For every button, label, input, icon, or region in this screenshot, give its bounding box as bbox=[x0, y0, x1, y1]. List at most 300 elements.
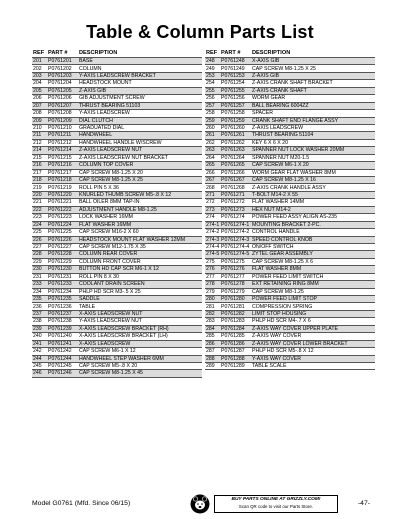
description-cell: T-BOLT M14-2 X 55 bbox=[251, 191, 375, 198]
part-number-cell: P0761279 bbox=[220, 288, 251, 295]
table-row bbox=[32, 124, 202, 131]
table-row bbox=[205, 340, 375, 347]
ref-cell: 218 bbox=[32, 177, 47, 184]
description-cell: CAP SCREW M8-1.25 X 20 bbox=[78, 169, 202, 176]
part-number-cell: P0761225 bbox=[47, 229, 78, 236]
ref-cell: 205 bbox=[32, 87, 47, 94]
ref-cell: 220 bbox=[32, 191, 47, 198]
part-number-cell: P0761267 bbox=[220, 177, 251, 184]
table-row bbox=[205, 303, 375, 310]
part-number-cell: P0761201 bbox=[47, 58, 78, 65]
table-row bbox=[32, 362, 202, 369]
description-cell: CAP SCREW M8-1.25 X 6 bbox=[251, 258, 375, 265]
table-row bbox=[205, 296, 375, 303]
ref-cell: 215 bbox=[32, 154, 47, 161]
table-row bbox=[32, 110, 202, 117]
ref-cell: 258 bbox=[205, 110, 220, 117]
part-number-cell: P0761253 bbox=[220, 72, 251, 79]
description-cell: ROLL PIN 5 X 36 bbox=[78, 184, 202, 191]
part-number-cell: P0761246 bbox=[47, 370, 78, 377]
ref-cell: 256 bbox=[205, 95, 220, 102]
ref-cell: 202 bbox=[32, 65, 47, 72]
description-cell: SPANNER NUT LOCK WASHER 20MM bbox=[251, 147, 375, 154]
description-cell: X-AXIS GIB bbox=[251, 58, 375, 65]
ref-cell: 280 bbox=[205, 296, 220, 303]
ref-cell: 257 bbox=[205, 102, 220, 109]
table-row bbox=[32, 206, 202, 213]
ref-cell: 222 bbox=[32, 206, 47, 213]
ref-cell: 238 bbox=[32, 318, 47, 325]
ref-cell: 241 bbox=[32, 340, 47, 347]
ref-cell: 226 bbox=[32, 236, 47, 243]
table-row bbox=[205, 348, 375, 355]
description-cell: WORM GEAR bbox=[251, 95, 375, 102]
ref-cell: 210 bbox=[32, 124, 47, 131]
part-number-cell: P0761261 bbox=[220, 132, 251, 139]
part-number-cell: P0761215 bbox=[47, 154, 78, 161]
table-row bbox=[32, 318, 202, 325]
description-cell: LOCK WASHER 16MM bbox=[78, 214, 202, 221]
table-row bbox=[205, 147, 375, 154]
ref-cell: 273 bbox=[205, 206, 220, 213]
part-number-cell: P0761283 bbox=[220, 318, 251, 325]
table-row bbox=[205, 177, 375, 184]
description-cell: Y-AXIS LEADSCREW BRACKET bbox=[78, 72, 202, 79]
table-row bbox=[32, 296, 202, 303]
table-row bbox=[32, 333, 202, 340]
part-number-cell: P0761202 bbox=[47, 65, 78, 72]
part-number-cell: P0761260 bbox=[220, 124, 251, 131]
table-row bbox=[205, 95, 375, 102]
description-cell: BALL BEARING 6004ZZ bbox=[251, 102, 375, 109]
part-number-cell: P0761276 bbox=[220, 266, 251, 273]
ref-cell: 282 bbox=[205, 310, 220, 317]
part-number-cell: P0761224 bbox=[47, 221, 78, 228]
page-footer bbox=[0, 494, 400, 516]
part-number-cell: P0761254 bbox=[220, 80, 251, 87]
part-number-cell: P0761262 bbox=[220, 139, 251, 146]
parts-table-right bbox=[205, 50, 375, 370]
part-number-cell: P0761271 bbox=[220, 191, 251, 198]
ref-cell: 276 bbox=[205, 266, 220, 273]
table-row bbox=[32, 288, 202, 295]
ref-cell: 285 bbox=[205, 333, 220, 340]
table-header-row bbox=[205, 50, 375, 58]
description-cell: EXT RETAINING RING 8MM bbox=[251, 281, 375, 288]
part-number-cell: P0761255 bbox=[220, 87, 251, 94]
description-cell: ZYTEL GEAR ASSEMBLY bbox=[251, 251, 375, 258]
description-cell: Y-AXIS LEADSCREW bbox=[78, 110, 202, 117]
table-row bbox=[205, 288, 375, 295]
buy-parts-box[interactable] bbox=[214, 495, 338, 513]
part-number-cell: P0761264 bbox=[220, 154, 251, 161]
part-number-cell: P0761259 bbox=[220, 117, 251, 124]
description-cell: ROLL PIN 8 X 30 bbox=[78, 273, 202, 280]
table-row bbox=[205, 355, 375, 362]
description-cell: X-AXIS LEADSCREW BRACKET (RH) bbox=[78, 325, 202, 332]
table-row bbox=[32, 236, 202, 243]
table-row bbox=[32, 243, 202, 250]
ref-cell: 242 bbox=[32, 348, 47, 355]
description-cell: GIB ADJUSTMENT SCREW bbox=[78, 95, 202, 102]
parts-table-right-column bbox=[205, 50, 375, 370]
table-row bbox=[32, 177, 202, 184]
description-cell: TABLE SCALE bbox=[251, 362, 375, 369]
ref-cell: 207 bbox=[32, 102, 47, 109]
ref-cell: 216 bbox=[32, 162, 47, 169]
table-row bbox=[32, 87, 202, 94]
part-number-cell: P0761273 bbox=[220, 206, 251, 213]
description-cell: HEX NUT M14-2 bbox=[251, 206, 375, 213]
table-row bbox=[205, 266, 375, 273]
description-cell: X-AXIS LEADSCREW NUT bbox=[78, 310, 202, 317]
part-number-cell: P0761217 bbox=[47, 169, 78, 176]
part-number-cell: P0761228 bbox=[47, 251, 78, 258]
table-row bbox=[205, 191, 375, 198]
ref-cell: 268 bbox=[205, 184, 220, 191]
part-number-cell: P0761208 bbox=[47, 110, 78, 117]
table-row bbox=[205, 206, 375, 213]
part-number-cell: P0761241 bbox=[47, 340, 78, 347]
table-row bbox=[32, 310, 202, 317]
table-row bbox=[32, 154, 202, 161]
ref-cell: 223 bbox=[32, 214, 47, 221]
description-cell: Z-AXIS GIB bbox=[251, 72, 375, 79]
ref-cell: 274-4 bbox=[206, 244, 220, 251]
part-number-cell: P0761284 bbox=[220, 325, 251, 332]
part-number-cell: P0761226 bbox=[47, 236, 78, 243]
description-cell: CAP SCREW M6-1 X 12 bbox=[78, 348, 202, 355]
ref-cell: 208 bbox=[32, 110, 47, 117]
part-number-cell: P0761204 bbox=[47, 80, 78, 87]
table-row bbox=[205, 362, 375, 369]
ref-cell: 288 bbox=[205, 355, 220, 362]
ref-cell: 206 bbox=[32, 95, 47, 102]
part-number-cell: P0761286 bbox=[220, 340, 251, 347]
table-row bbox=[205, 251, 375, 258]
description-cell: Z-AXIS LEADSCREW NUT BRACKET bbox=[78, 154, 202, 161]
part-number-cell: P0761218 bbox=[47, 177, 78, 184]
description-cell: CRANK SHAFT END FLANGE ASSY bbox=[251, 117, 375, 124]
part-number-cell: P0761214 bbox=[47, 147, 78, 154]
part-number-cell: P0761237 bbox=[47, 310, 78, 317]
table-row bbox=[205, 318, 375, 325]
description-cell: Z-AXIS WAY COVER LOWER BRACKET bbox=[251, 340, 375, 347]
ref-cell: 212 bbox=[32, 139, 47, 146]
table-row bbox=[205, 65, 375, 72]
description-cell: CAP SCREW M8-1.25 X 16 bbox=[251, 177, 375, 184]
part-number-cell: P0761239 bbox=[47, 325, 78, 332]
ref-cell: 274-2 bbox=[206, 229, 220, 236]
table-row bbox=[205, 281, 375, 288]
table-row bbox=[205, 80, 375, 87]
part-number-cell: P0761205 bbox=[47, 87, 78, 94]
part-number-cell: P0761277 bbox=[220, 273, 251, 280]
part-number-cell: P0761278 bbox=[220, 281, 251, 288]
table-row bbox=[32, 355, 202, 362]
ref-cell: 230 bbox=[32, 266, 47, 273]
table-row bbox=[32, 370, 202, 377]
description-cell: LIMIT STOP HOUSING bbox=[251, 310, 375, 317]
description-cell: CAP SCREW M8-1.25 X 25 bbox=[78, 177, 202, 184]
part-number-header: PART # bbox=[48, 50, 68, 56]
part-number-cell: P0761238 bbox=[47, 318, 78, 325]
part-number-cell: P0761265 bbox=[220, 162, 251, 169]
part-number-cell: P0761245 bbox=[47, 362, 78, 369]
ref-cell: 214 bbox=[32, 147, 47, 154]
part-number-cell: P0761210 bbox=[47, 124, 78, 131]
description-cell: Z-AXIS LEADSCREW NUT bbox=[78, 147, 202, 154]
part-number-cell: P0761289 bbox=[220, 362, 251, 369]
ref-cell: 260 bbox=[205, 124, 220, 131]
qr-code-line: Scan QR code to visit our Parts Store. bbox=[238, 504, 314, 509]
table-row bbox=[205, 214, 375, 221]
part-number-cell: P0761268 bbox=[220, 184, 251, 191]
table-row bbox=[32, 340, 202, 347]
table-row bbox=[32, 139, 202, 146]
table-row bbox=[205, 221, 375, 228]
table-row bbox=[32, 95, 202, 102]
ref-cell: 277 bbox=[205, 273, 220, 280]
part-number-cell: P0761274 bbox=[220, 214, 251, 221]
part-number-cell: P0761248 bbox=[220, 58, 251, 65]
table-row bbox=[32, 147, 202, 154]
ref-cell: 253 bbox=[205, 72, 220, 79]
description-cell: COMPRESSION SPRING bbox=[251, 303, 375, 310]
table-row bbox=[32, 191, 202, 198]
table-row bbox=[32, 281, 202, 288]
description-cell: SADDLE bbox=[78, 296, 202, 303]
table-row bbox=[205, 58, 375, 65]
description-cell: SPEED CONTROL KNOB bbox=[251, 236, 375, 243]
description-cell: FLAT WASHER 16MM bbox=[78, 221, 202, 228]
table-header-row bbox=[32, 50, 202, 58]
part-number-cell: P0761206 bbox=[47, 95, 78, 102]
table-row bbox=[32, 184, 202, 191]
description-cell: KEY 6 X 6 X 20 bbox=[251, 139, 375, 146]
table-row bbox=[205, 162, 375, 169]
ref-cell: 235 bbox=[32, 296, 47, 303]
parts-table-left-column bbox=[32, 50, 202, 378]
description-cell: COOLANT DRAIN SCREEN bbox=[78, 281, 202, 288]
part-number-cell: P0761266 bbox=[220, 169, 251, 176]
table-row bbox=[32, 162, 202, 169]
ref-cell: 279 bbox=[205, 288, 220, 295]
ref-cell: 267 bbox=[205, 177, 220, 184]
ref-cell: 261 bbox=[205, 132, 220, 139]
description-cell: HANDWHEEL bbox=[78, 132, 202, 139]
part-number-cell: P0761288 bbox=[220, 355, 251, 362]
part-number-cell: P0761282 bbox=[220, 310, 251, 317]
description-cell: Y-AXIS LEADSCREW NUT bbox=[78, 318, 202, 325]
description-cell: Y-AXIS WAY COVER bbox=[251, 355, 375, 362]
description-cell: CAP SCREW M5-.8 X 20 bbox=[78, 362, 202, 369]
table-row bbox=[205, 102, 375, 109]
ref-cell: 255 bbox=[205, 87, 220, 94]
table-row bbox=[205, 310, 375, 317]
part-number-cell: P0761229 bbox=[47, 258, 78, 265]
description-cell: KNURLED THUMB SCREW M5-.8 X 12 bbox=[78, 191, 202, 198]
part-number-cell: P0761272 bbox=[220, 199, 251, 206]
description-cell: Z-AXIS CRANK SHAFT bbox=[251, 87, 375, 94]
ref-cell: 204 bbox=[32, 80, 47, 87]
part-number-cell: P0761220 bbox=[47, 191, 78, 198]
table-row bbox=[32, 348, 202, 355]
table-row bbox=[32, 65, 202, 72]
table-row bbox=[205, 229, 375, 236]
table-row bbox=[205, 124, 375, 131]
part-number-cell: P0761222 bbox=[47, 206, 78, 213]
table-row bbox=[205, 110, 375, 117]
ref-cell: 248 bbox=[205, 58, 220, 65]
table-row bbox=[205, 325, 375, 332]
description-cell: Z-AXIS CRANK SHAFT BRACKET bbox=[251, 80, 375, 87]
description-cell: Z-AXIS GIB bbox=[78, 87, 202, 94]
ref-cell: 264 bbox=[205, 154, 220, 161]
part-number-cell: P0761256 bbox=[220, 95, 251, 102]
ref-cell: 233 bbox=[32, 281, 47, 288]
table-row bbox=[32, 214, 202, 221]
table-row bbox=[32, 117, 202, 124]
part-number-cell: P0761274-2 bbox=[221, 229, 250, 236]
description-cell: SPANNER NUT M20-1.5 bbox=[251, 154, 375, 161]
description-cell: FLAT WASHER 14MM bbox=[251, 199, 375, 206]
ref-cell: 263 bbox=[205, 147, 220, 154]
part-number-cell: P0761244 bbox=[47, 355, 78, 362]
ref-cell: 271 bbox=[205, 191, 220, 198]
table-row bbox=[32, 169, 202, 176]
table-row bbox=[205, 154, 375, 161]
table-row bbox=[32, 72, 202, 79]
description-cell: COLUMN REAR COVER bbox=[78, 251, 202, 258]
description-cell: HANDWHEEL STEP WASHER 6MM bbox=[78, 355, 202, 362]
description-cell: MOUNTING BRACKET 2-PC. bbox=[251, 221, 375, 228]
table-row bbox=[32, 325, 202, 332]
description-cell: Z-AXIS WAY COVER bbox=[251, 333, 375, 340]
table-row bbox=[32, 199, 202, 206]
ref-cell: 244 bbox=[32, 355, 47, 362]
ref-cell: 203 bbox=[32, 72, 47, 79]
part-number-cell: P0761274-4 bbox=[221, 244, 250, 251]
description-cell: PHLP HD SCR M4-.7 X 6 bbox=[251, 318, 375, 325]
table-row bbox=[205, 117, 375, 124]
page-title: Table & Column Parts List bbox=[86, 22, 314, 42]
description-cell: SPACER bbox=[251, 110, 375, 117]
description-cell: CAP SCREW M8-1.25 bbox=[251, 288, 375, 295]
description-cell: DIAL CLUTCH bbox=[78, 117, 202, 124]
part-number-cell: P0761227 bbox=[47, 243, 78, 250]
ref-cell: 239 bbox=[32, 325, 47, 332]
description-cell: CAP SCREW M16-2 X 60 bbox=[78, 229, 202, 236]
ref-cell: 245 bbox=[32, 362, 47, 369]
table-row bbox=[205, 333, 375, 340]
table-row bbox=[32, 229, 202, 236]
ref-cell: 229 bbox=[32, 258, 47, 265]
part-number-cell: P0761257 bbox=[220, 102, 251, 109]
ref-cell: 278 bbox=[205, 281, 220, 288]
description-cell: PHLP HD SCR M5-.8 X 12 bbox=[251, 348, 375, 355]
description-cell: CAP SCREW M8-1.25 X 45 bbox=[78, 370, 202, 377]
ref-header: REF bbox=[33, 50, 45, 56]
table-row bbox=[205, 139, 375, 146]
ref-cell: 237 bbox=[32, 310, 47, 317]
part-number-cell: P0761221 bbox=[47, 199, 78, 206]
ref-cell: 254 bbox=[205, 80, 220, 87]
table-row bbox=[205, 236, 375, 243]
part-number-cell: P0761274-3 bbox=[221, 236, 250, 243]
description-header: DESCRIPTION bbox=[252, 50, 291, 56]
part-number-cell: P0761235 bbox=[47, 296, 78, 303]
ref-cell: 265 bbox=[205, 162, 220, 169]
part-number-cell: P0761249 bbox=[220, 65, 251, 72]
description-cell: THRUST BEARING 51104 bbox=[251, 132, 375, 139]
part-number-cell: P0761219 bbox=[47, 184, 78, 191]
model-label: Model G0761 (Mfd. Since 06/15) bbox=[32, 500, 131, 507]
ref-cell: 266 bbox=[205, 169, 220, 176]
ref-cell: 221 bbox=[32, 199, 47, 206]
ref-cell: 259 bbox=[205, 117, 220, 124]
table-row bbox=[32, 266, 202, 273]
parts-table-left bbox=[32, 50, 202, 378]
ref-cell: 274 bbox=[205, 214, 220, 221]
part-number-cell: P0761280 bbox=[220, 296, 251, 303]
ref-cell: 211 bbox=[32, 132, 47, 139]
grizzly-bear-logo-icon bbox=[190, 494, 210, 514]
description-cell: WORM GEAR FLAT WASHER 8MM bbox=[251, 169, 375, 176]
ref-cell: 246 bbox=[32, 370, 47, 377]
description-cell: CAP SCREW M8-1.25 X 25 bbox=[251, 65, 375, 72]
ref-cell: 209 bbox=[32, 117, 47, 124]
description-cell: POWER FEED ASSY ALIGN AS-235 bbox=[251, 214, 375, 221]
part-number-cell: P0761234 bbox=[47, 288, 78, 295]
part-number-cell: P0761223 bbox=[47, 214, 78, 221]
ref-cell: 236 bbox=[32, 303, 47, 310]
ref-cell: 217 bbox=[32, 169, 47, 176]
part-number-cell: P0761236 bbox=[47, 303, 78, 310]
table-row bbox=[32, 303, 202, 310]
ref-cell: 286 bbox=[205, 340, 220, 347]
description-cell: CONTROL HANDLE bbox=[251, 229, 375, 236]
description-cell: BUTTON HD CAP SCR M6-1 X 12 bbox=[78, 266, 202, 273]
table-row bbox=[32, 58, 202, 65]
description-cell: Z-AXIS CRANK HANDLE ASSY bbox=[251, 184, 375, 191]
part-number-cell: P0761258 bbox=[220, 110, 251, 117]
description-cell: X-AXIS LEADSCREW bbox=[78, 340, 202, 347]
part-number-cell: P0761285 bbox=[220, 333, 251, 340]
table-row bbox=[205, 132, 375, 139]
part-number-cell: P0761203 bbox=[47, 72, 78, 79]
ref-cell: 283 bbox=[205, 318, 220, 325]
part-number-cell: P0761281 bbox=[220, 303, 251, 310]
description-cell: COLUMN FRONT COVER bbox=[78, 258, 202, 265]
part-number-cell: P0761216 bbox=[47, 162, 78, 169]
description-cell: HANDWHEEL HANDLE W/SCREW bbox=[78, 139, 202, 146]
part-number-cell: P0761275 bbox=[220, 258, 251, 265]
table-row bbox=[32, 221, 202, 228]
table-row bbox=[205, 258, 375, 265]
ref-cell: 284 bbox=[205, 325, 220, 332]
ref-cell: 262 bbox=[205, 139, 220, 146]
description-cell: BALL OILER 8MM TAP-IN bbox=[78, 199, 202, 206]
description-cell: ON/OFF SWITCH bbox=[251, 243, 375, 250]
description-cell: TABLE bbox=[78, 303, 202, 310]
buy-parts-line: BUY PARTS ONLINE AT GRIZZLY.COM! bbox=[231, 497, 321, 502]
description-cell: FLAT WASHER 8MM bbox=[251, 266, 375, 273]
table-row bbox=[205, 273, 375, 280]
page-number: -47- bbox=[357, 500, 370, 507]
ref-cell: 275 bbox=[205, 258, 220, 265]
table-row bbox=[32, 251, 202, 258]
